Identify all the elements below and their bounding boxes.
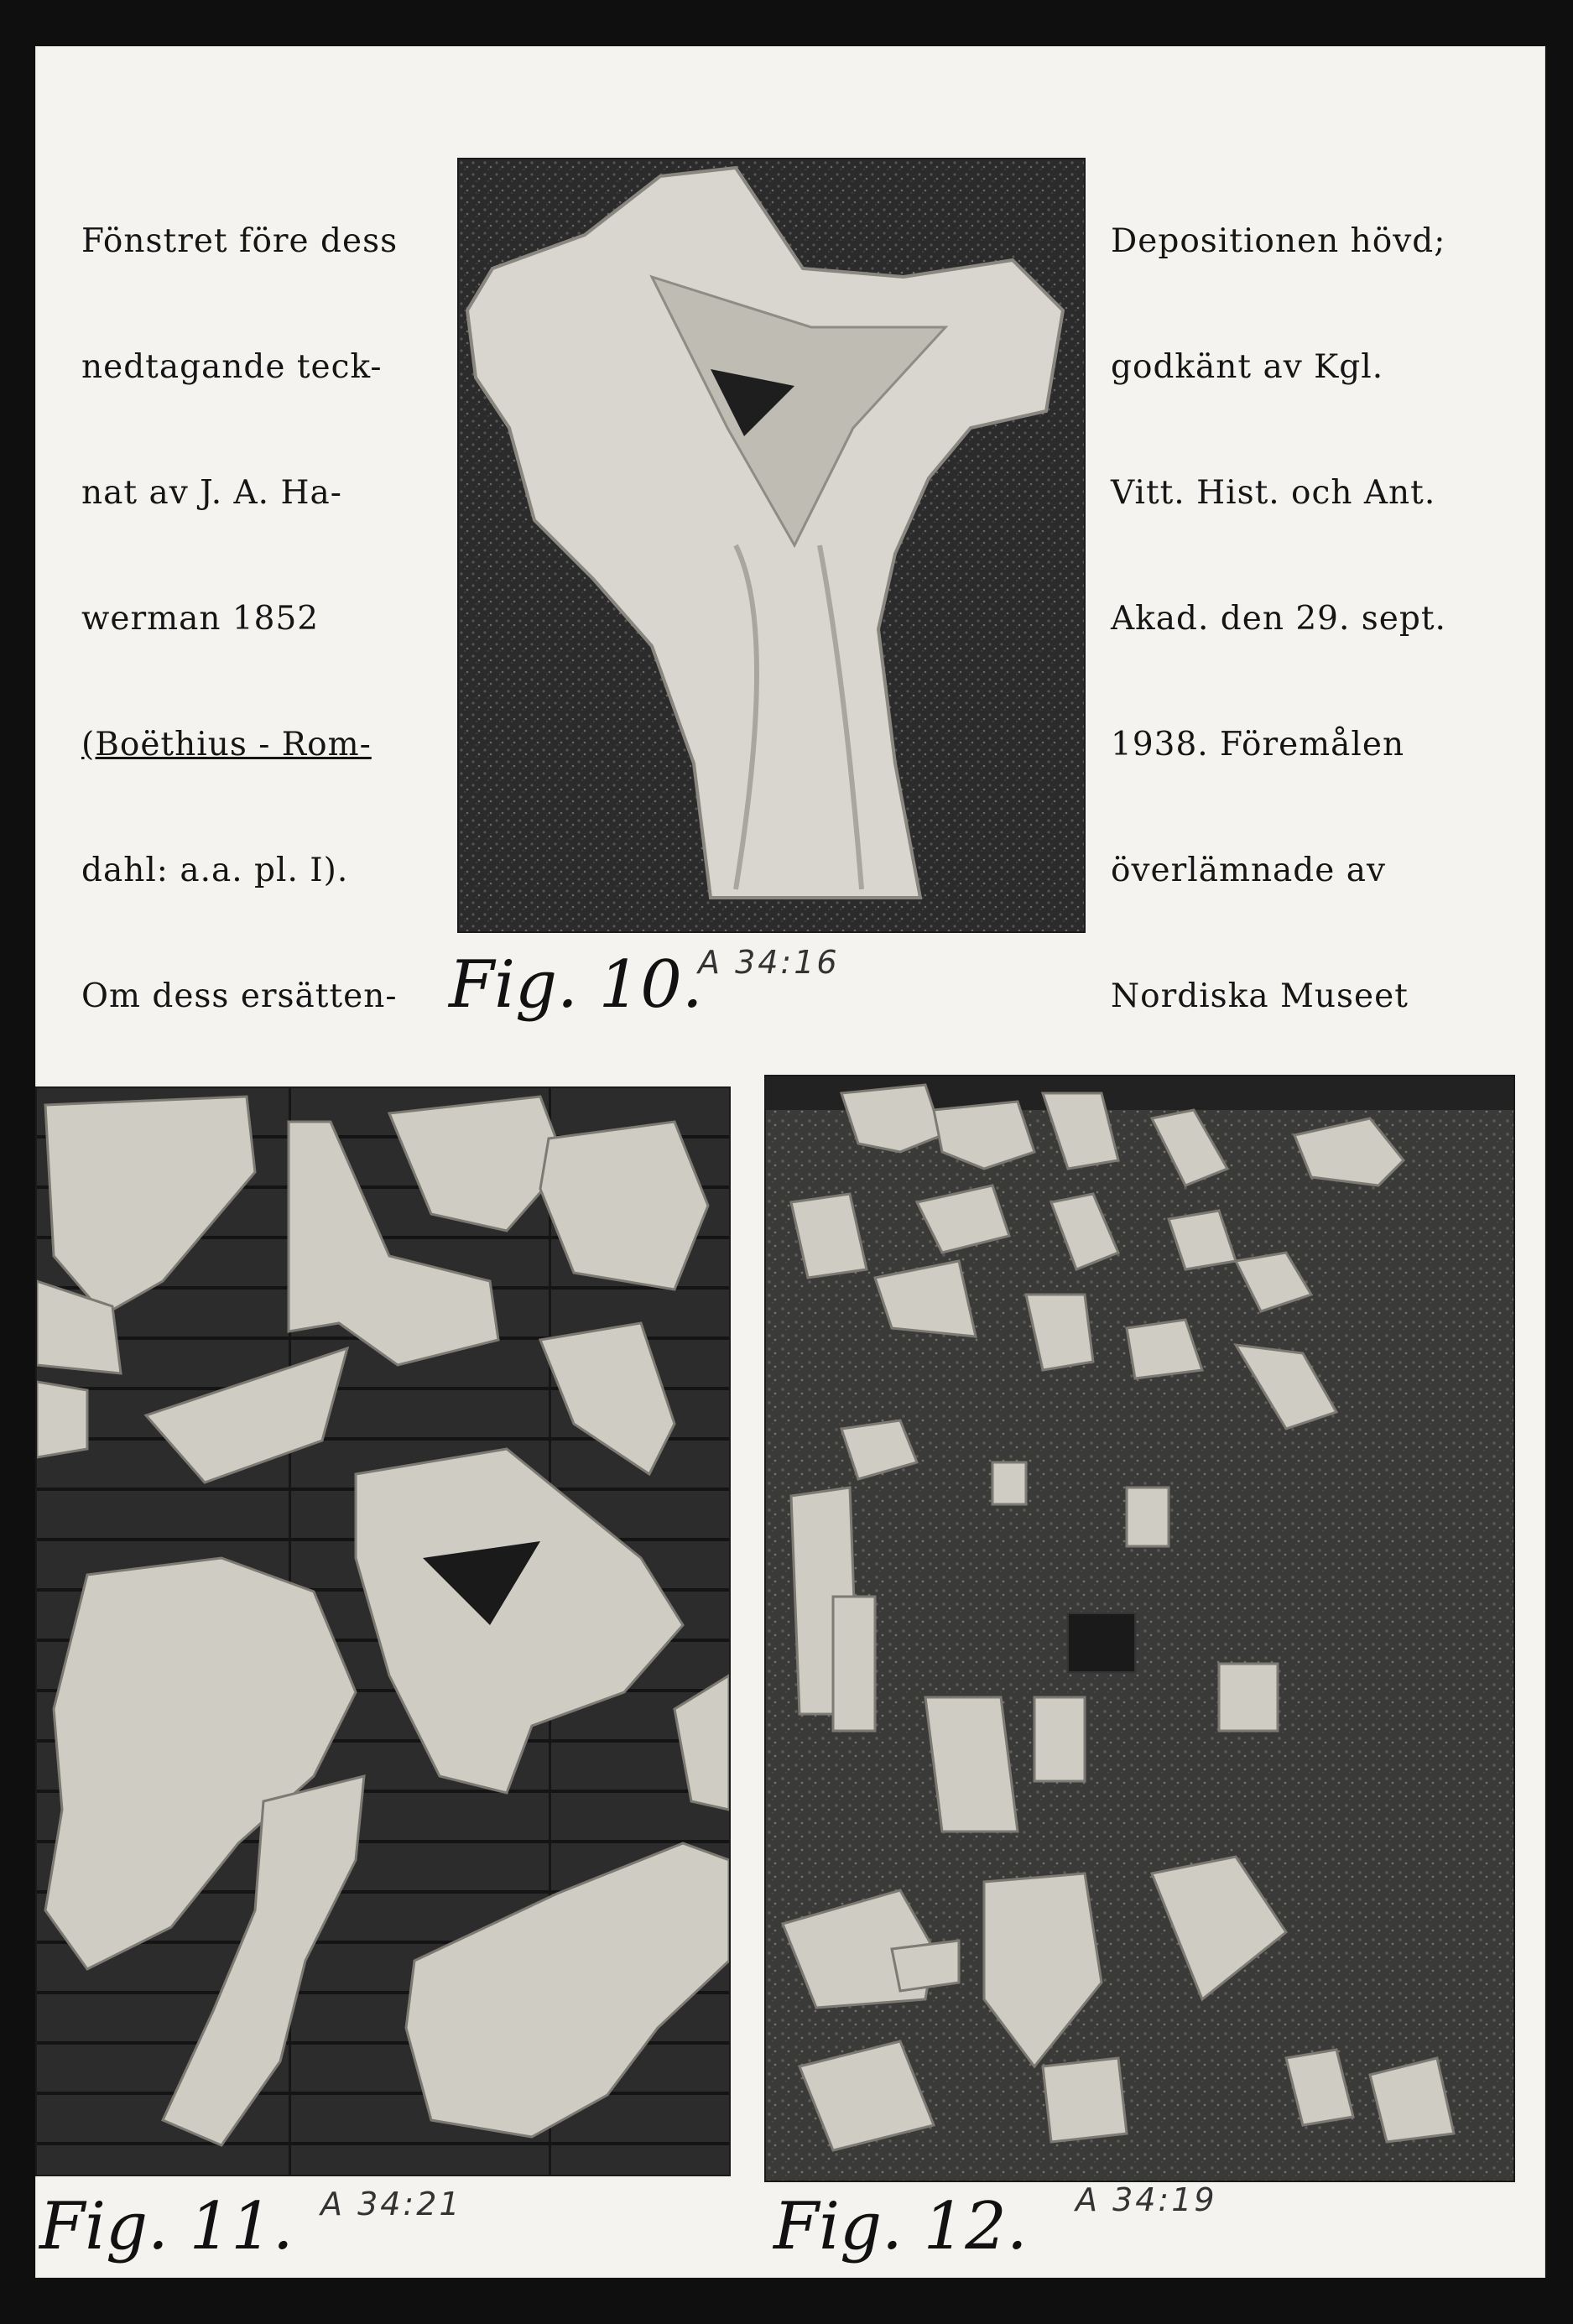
right-note-line: Depositionen hövd;: [1111, 222, 1446, 260]
photo-fig11: [35, 1086, 731, 2176]
photo-fig10: [457, 158, 1086, 933]
fig10-caption: Fig. 10.: [449, 947, 703, 1023]
left-note-line: werman 1852: [81, 600, 320, 638]
right-note-line: Vitt. Hist. och Ant.: [1111, 474, 1436, 512]
right-note-line: 1938. Föremålen: [1111, 726, 1405, 763]
left-note-line: Om dess ersätten-: [81, 977, 398, 1015]
right-note-line: godkänt av Kgl.: [1111, 348, 1384, 386]
photo-fig11-image: [37, 1088, 729, 2175]
fig12-number: A 34:19: [1076, 2181, 1217, 2218]
left-note-line: Fönstret före dess: [81, 222, 398, 260]
left-note-line: nedtagande teck-: [81, 348, 383, 386]
photo-fig12-image: [766, 1076, 1513, 2181]
right-note-line: Akad. den 29. sept.: [1111, 600, 1446, 638]
right-note-line: överlämnade av: [1111, 852, 1387, 889]
album-page: [35, 46, 1545, 2278]
right-note-line: Nordiska Museet: [1111, 977, 1409, 1015]
left-note-line: (Boëthius - Rom-: [81, 726, 372, 763]
photo-fig10-image: [459, 159, 1084, 931]
fig12-caption: Fig. 12.: [773, 2189, 1028, 2264]
fig11-number: A 34:21: [320, 2186, 462, 2222]
photo-fig12: [764, 1075, 1515, 2182]
left-note-line: dahl: a.a. pl. I).: [81, 852, 349, 889]
fig11-caption: Fig. 11.: [39, 2189, 294, 2264]
fig10-number: A 34:16: [698, 944, 840, 981]
left-note-line: nat av J. A. Ha-: [81, 474, 342, 512]
